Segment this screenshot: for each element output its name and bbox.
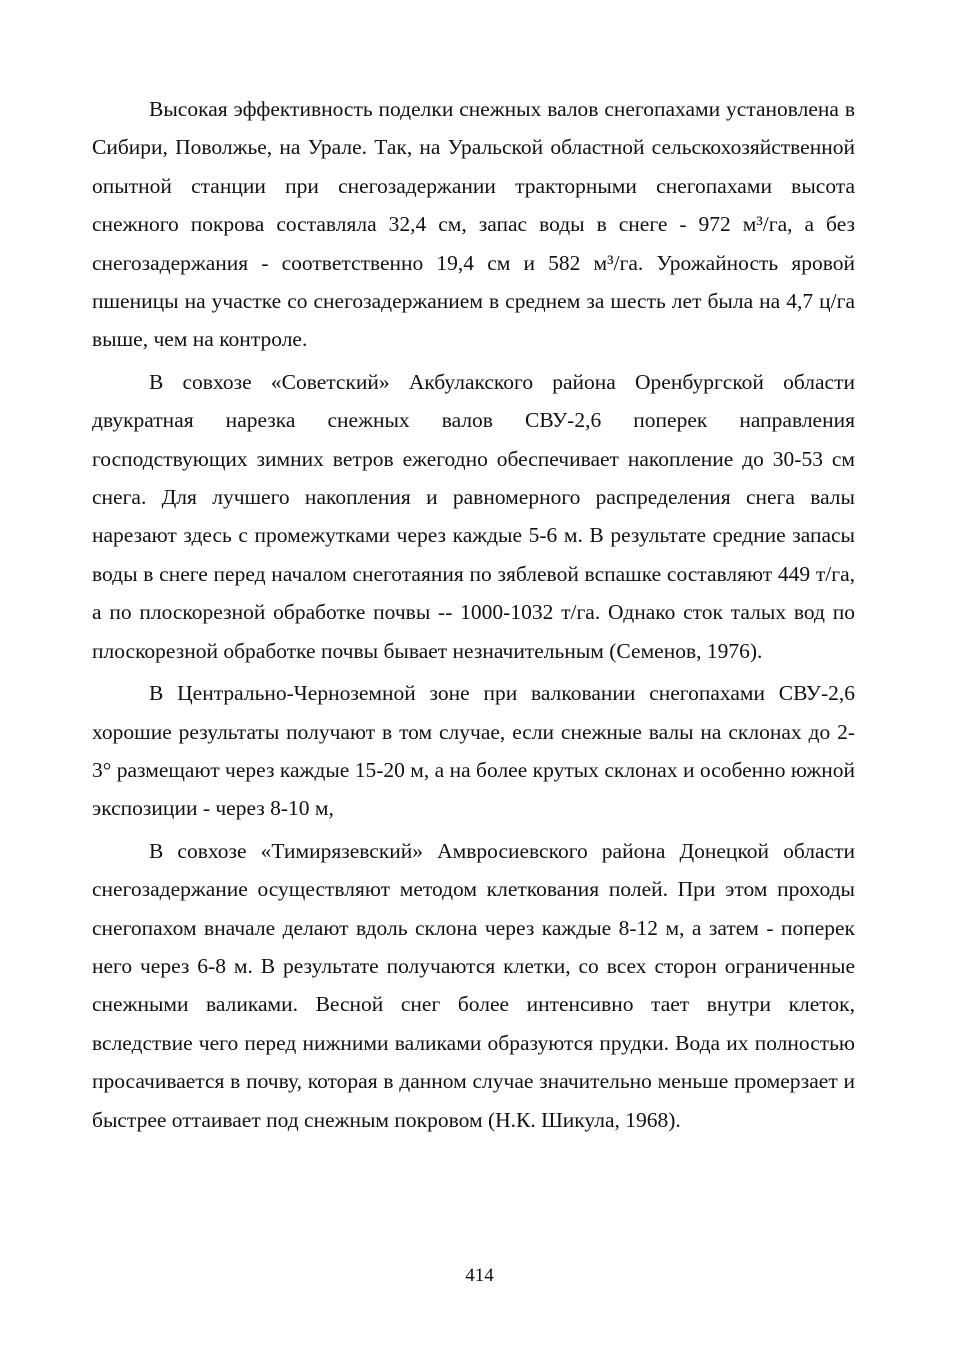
paragraph-2: В совхозе «Советский» Акбулакского района Оренбургской области двукратная нарезка снежных валов СВУ-2,6 поперек направления господствующих зимних ветров ежегодно обеспечивает накопление до 30-53 см снега. Для лучшего накопления и равномерного распределения снега валы нарезают здесь с промежутками через каждые 5-6 м. В результате средние запасы воды в снеге перед началом снеготаяния по зяблевой вспашке составляют 449 т/га, а по плоскорезной обработке почвы -- 1000-1032 т/га. Однако сток талых вод по плоскорезной обработке почвы бывает незначительным (Семенов, 1976). bbox=[92, 369, 855, 663]
paragraph-3: В Центрально-Черноземной зоне при валковании снегопахами СВУ-2,6 хорошие результаты получают в том случае, если снежные валы на склонах до 2-3° размещают через каждые 15-20 м, а на более крутых склонах и особенно южной экспозиции - через 8-10 м, bbox=[92, 681, 855, 821]
page-number: 414 bbox=[465, 1265, 494, 1286]
paragraph-4: В совхозе «Тимирязевский» Амвросиевского района Донецкой области снегозадержание осуществляют методом клеткования полей. При этом проходы снегопахом вначале делают вдоль склона через каждые 8-12 м, а затем - поперек него через 6-8 м. В результате получаются клетки, со всех сторон ограниченные снежными валиками. Весной снег более интенсивно тает внутри клеток, вследствие чего перед нижними валиками образуются прудки. Вода их полностью просачивается в почву, которая в данном случае значительно меньше промерзает и быстрее оттаивает под снежным покровом (Н.К. Шикула, 1968). bbox=[92, 838, 855, 1132]
paragraph-1: Высокая эффективность поделки снежных валов снегопахами установлена в Сибири, Поволжье, на Урале. Так, на Уральской областной сельскохозяйственной опытной станции при снегозадержании тракторными снегопахами высота снежного покрова составляла 32,4 см, запас воды в снеге - 972 м³/га, а без снегозадержания - соответственно 19,4 см и 582 м³/га. Урожайность яровой пшеницы на участке со снегозадержанием в среднем за шесть лет была на 4,7 ц/га выше, чем на контроле. bbox=[92, 97, 855, 352]
body-text bbox=[92, 90, 855, 1139]
